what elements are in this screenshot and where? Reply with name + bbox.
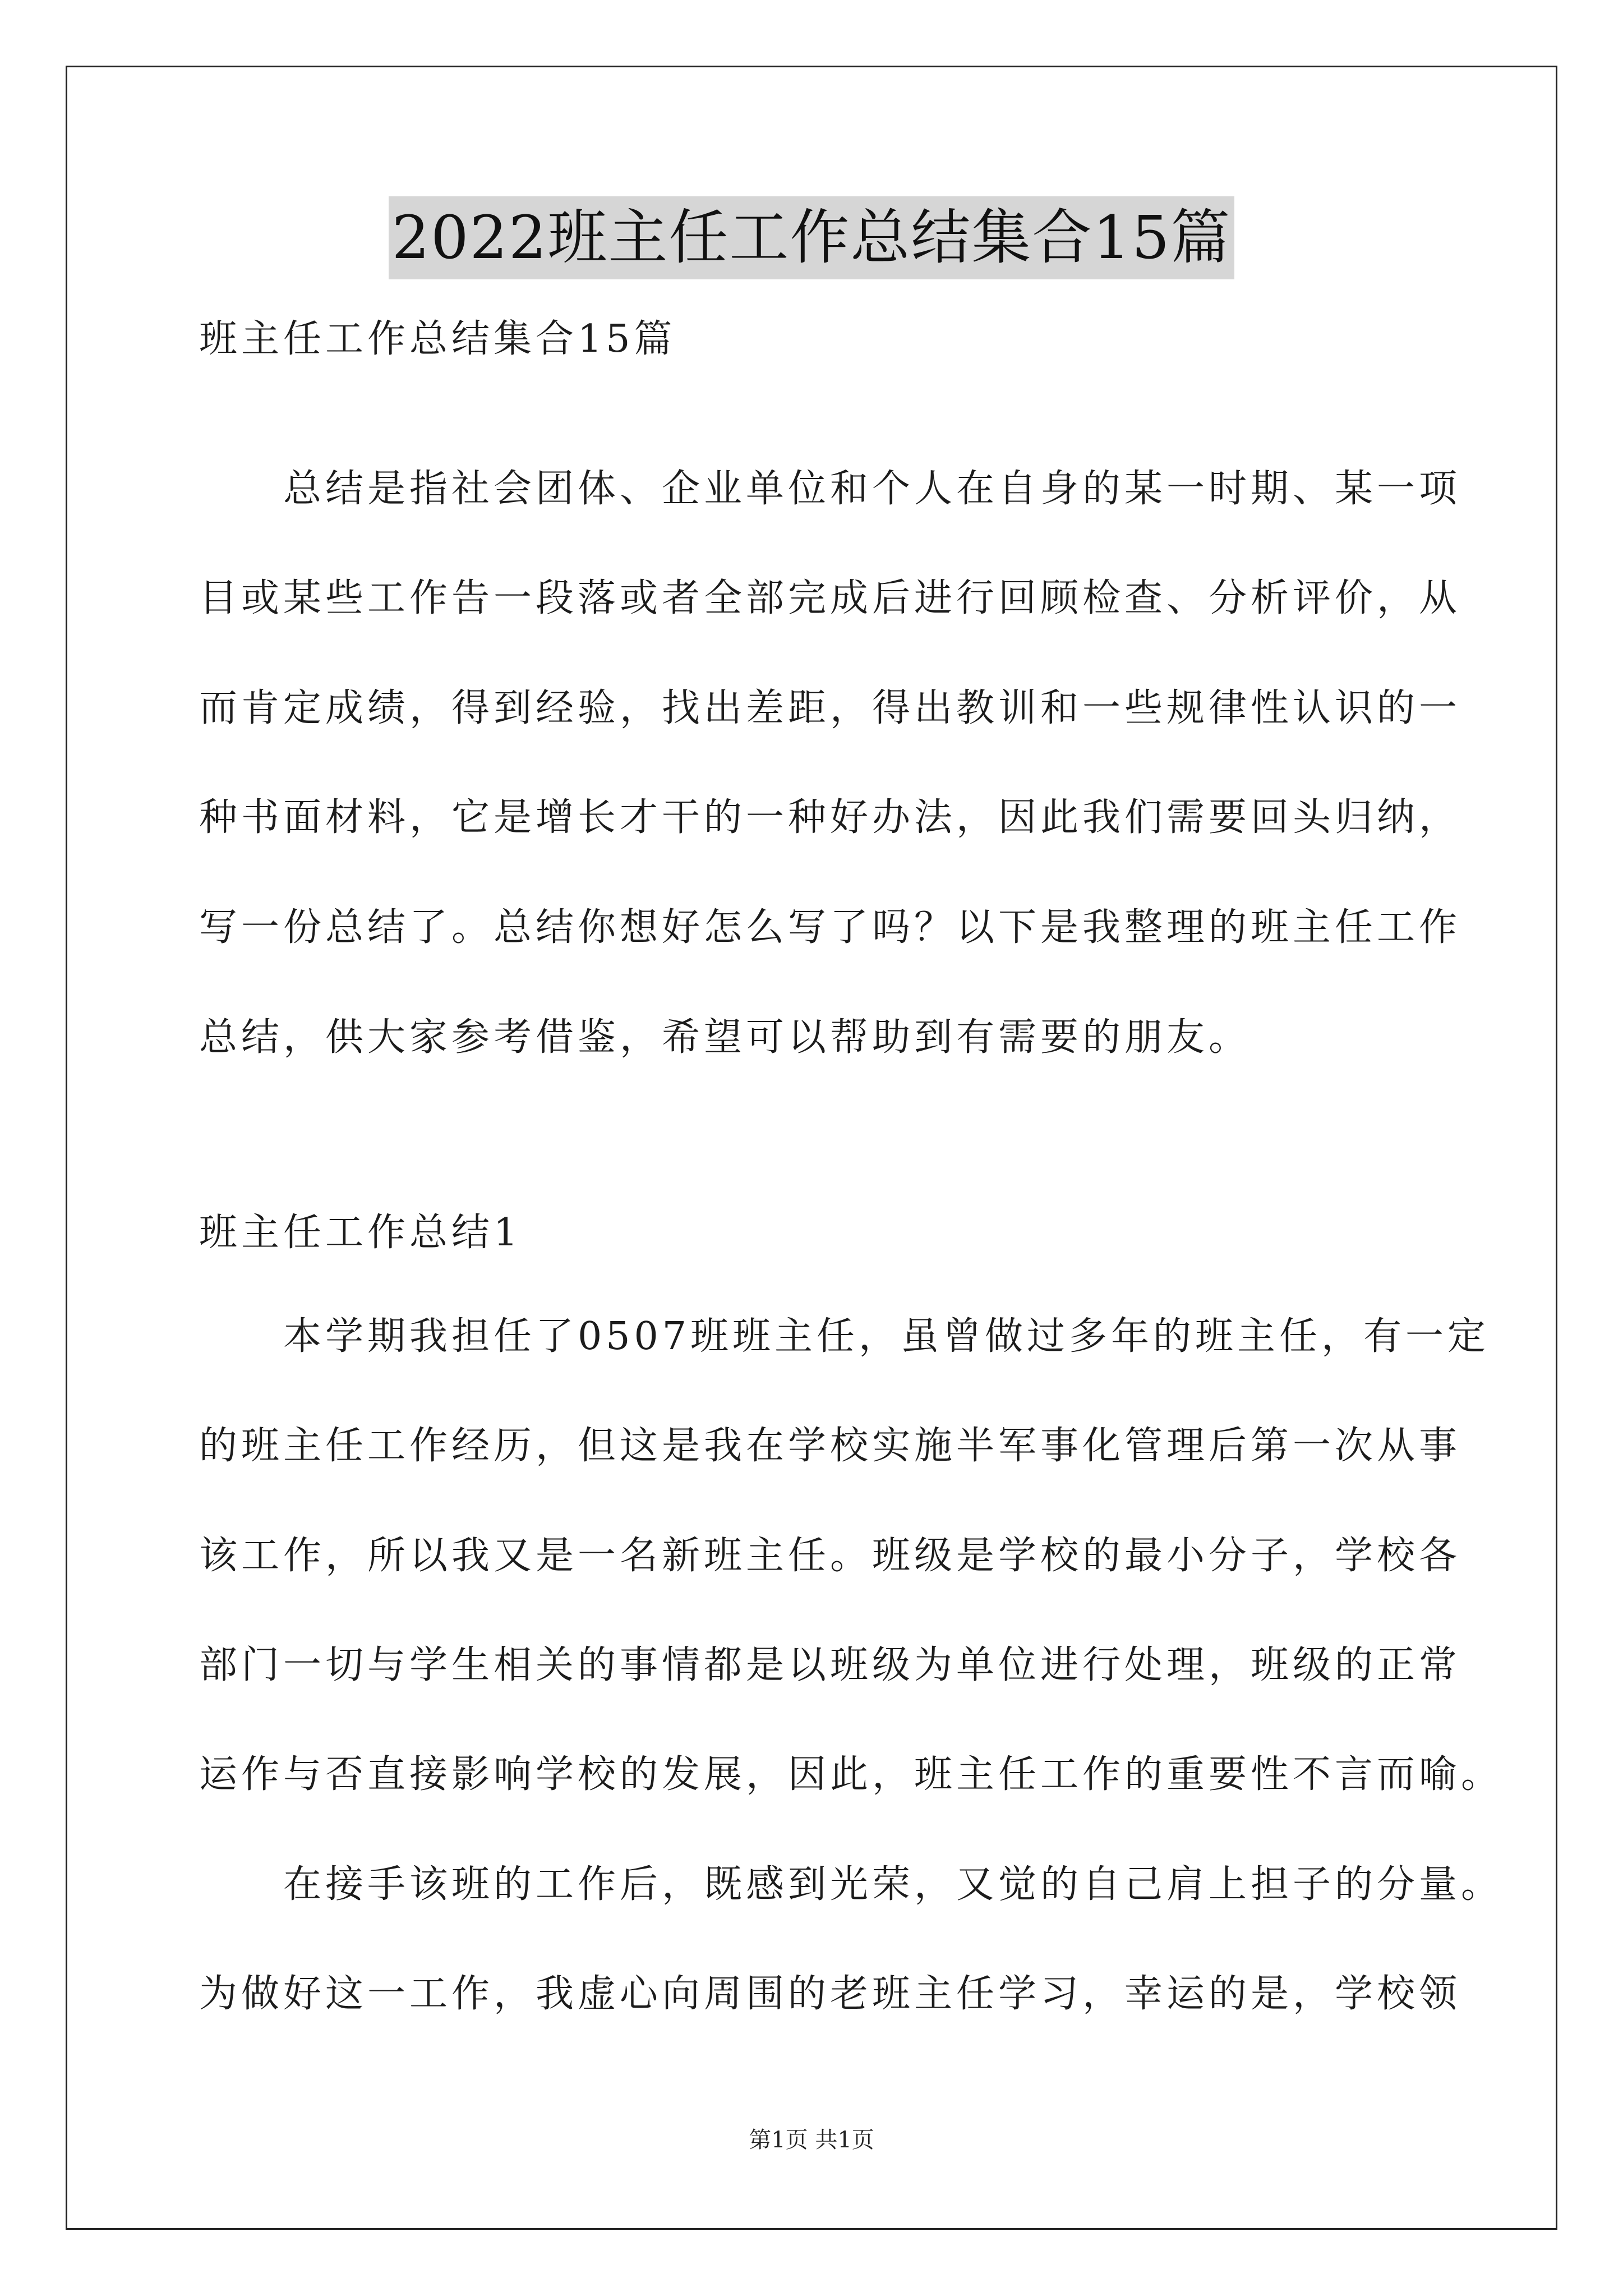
section-paragraph-line: 在接手该班的工作后，既感到光荣，又觉的自己肩上担子的分量。 [283, 1862, 1504, 1907]
intro-paragraph-line: 总结是指社会团体、企业单位和个人在自身的某一时期、某一项 [283, 467, 1461, 511]
page-footer: 第1页 共1页 [749, 2127, 874, 2153]
section-paragraph-line: 运作与否直接影响学校的发展，因此，班主任工作的重要性不言而喻。 [199, 1752, 1504, 1797]
section-paragraph-line: 为做好这一工作，我虚心向周围的老班主任学习，幸运的是，学校领 [199, 1972, 1461, 2016]
section-paragraph-line: 部门一切与学生相关的事情都是以班级为单位进行处理，班级的正常 [199, 1643, 1461, 1687]
title-container [0, 196, 1623, 279]
section-paragraph-line: 本学期我担任了0507班班主任，虽曾做过多年的班主任，有一定 [283, 1314, 1490, 1359]
document-subtitle: 班主任工作总结集合15篇 [199, 317, 676, 361]
intro-paragraph-line: 目或某些工作告一段落或者全部完成后进行回顾检查、分析评价，从 [199, 576, 1461, 620]
intro-paragraph-line: 种书面材料，它是增长才干的一种好办法，因此我们需要回头归纳， [199, 795, 1461, 840]
section-heading: 班主任工作总结1 [199, 1211, 522, 1255]
section-paragraph-line: 该工作，所以我又是一名新班主任。班级是学校的最小分子，学校各 [199, 1534, 1461, 1578]
document-title: 2022班主任工作总结集合15篇 [389, 196, 1235, 279]
intro-paragraph-line: 写一份总结了。总结你想好怎么写了吗？以下是我整理的班主任工作 [199, 905, 1461, 950]
intro-paragraph-line: 而肯定成绩，得到经验，找出差距，得出教训和一些规律性认识的一 [199, 686, 1461, 730]
intro-paragraph-line: 总结，供大家参考借鉴，希望可以帮助到有需要的朋友。 [199, 1015, 1251, 1060]
section-paragraph-line: 的班主任工作经历，但这是我在学校实施半军事化管理后第一次从事 [199, 1424, 1461, 1468]
